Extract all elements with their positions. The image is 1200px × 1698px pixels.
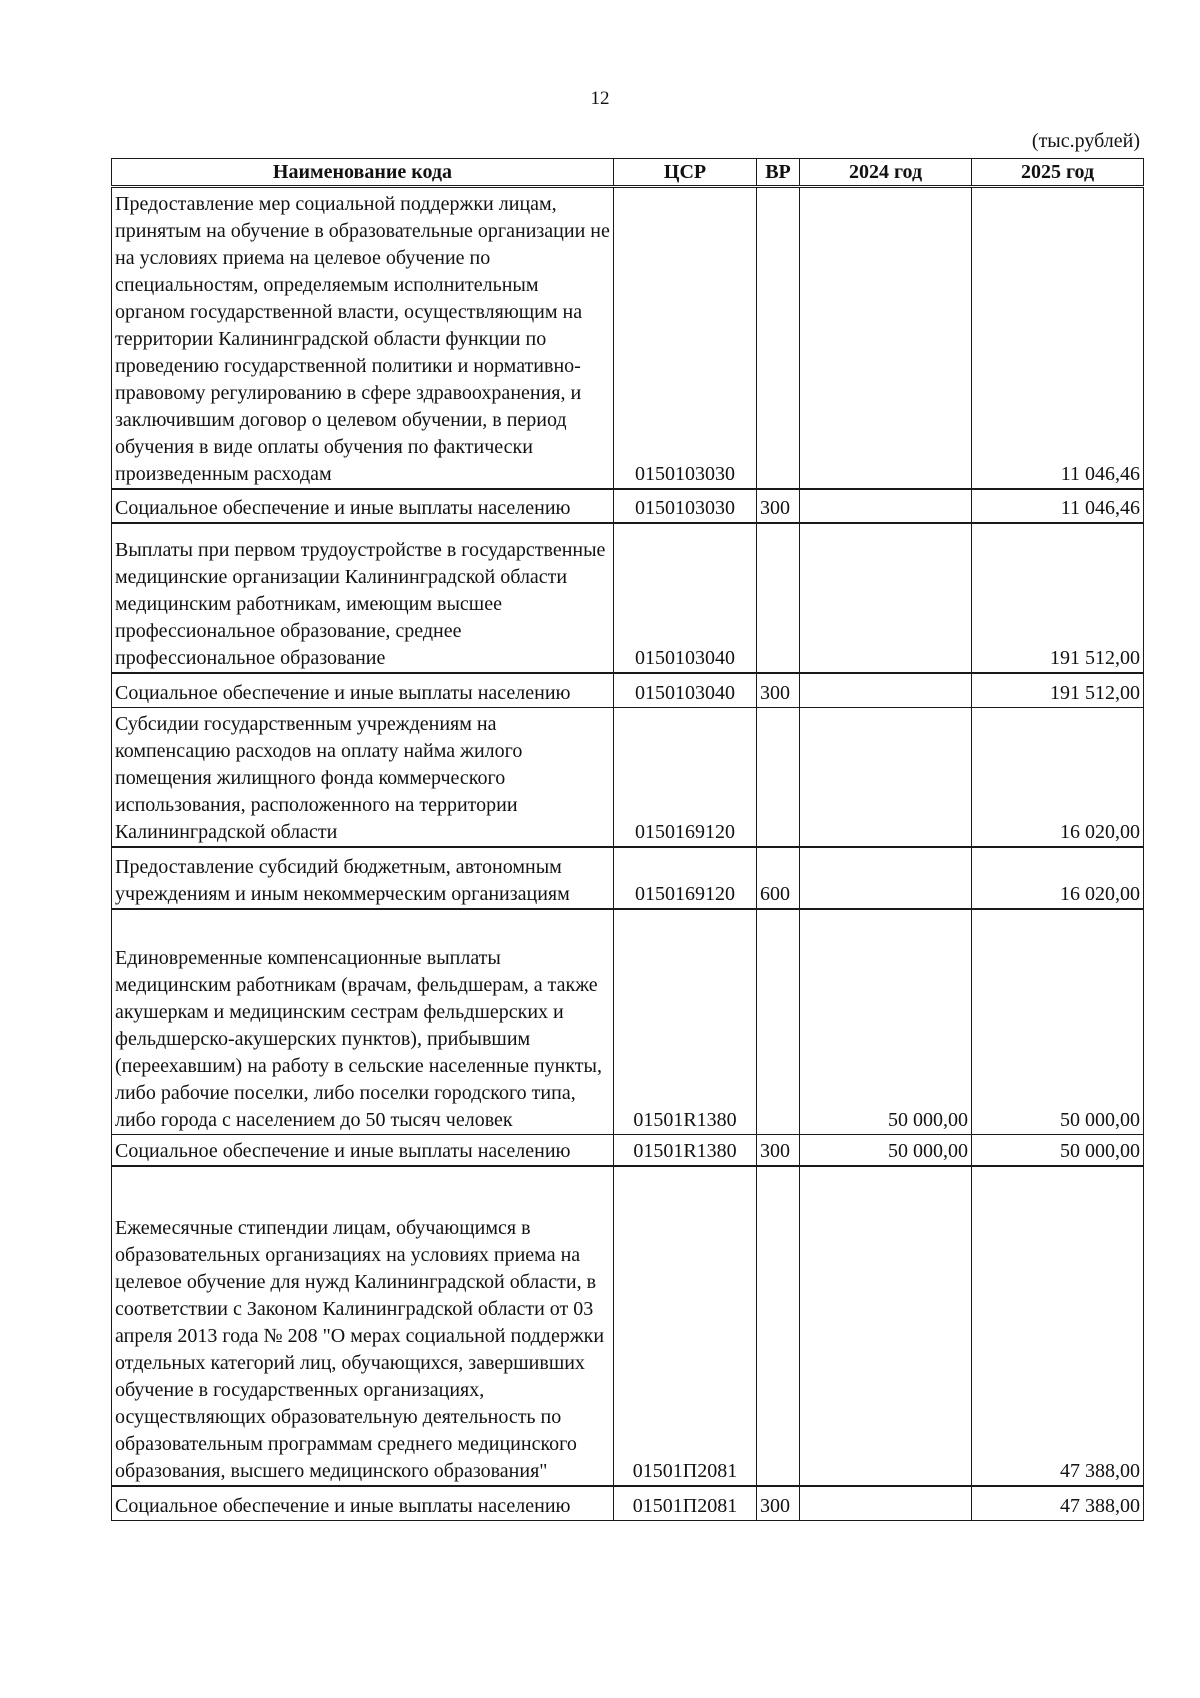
table-row [112,847,1144,909]
column-header-2024: 2024 год [800,159,972,187]
row-2025: 50 000,00 [972,1135,1144,1167]
row-2025: 11 046,46 [972,187,1144,490]
row-csr: 0150103040 [614,673,757,707]
row-vr: 300 [757,489,800,523]
row-vr [757,187,800,490]
table-row [112,909,1144,1135]
column-header-2025: 2025 год [972,159,1144,187]
row-csr: 0150103030 [614,489,757,523]
table-row [112,187,1144,490]
row-name: Социальное обеспечение и иные выплаты населению [112,673,614,707]
table-row [112,1166,1144,1486]
row-csr: 0150103030 [614,187,757,490]
table-row [112,523,1144,673]
row-csr: 01501R1380 [614,909,757,1135]
row-vr [757,909,800,1135]
row-vr [757,1166,800,1486]
row-csr: 01501П2081 [614,1166,757,1486]
row-name: Социальное обеспечение и иные выплаты населению [112,1486,614,1520]
row-2024 [800,1166,972,1486]
row-2024: 50 000,00 [800,909,972,1135]
row-2025: 191 512,00 [972,523,1144,673]
row-name: Единовременные компенсационные выплаты медицинским работникам (врачам, фельдшерам, а также акушеркам и медицинским сестрам фельдшерских и фельдшерско-акушерских пунктов), прибывшим (переехавшим) на работу в сельские населенные пункты, либо рабочие поселки, либо поселки городского типа, либо города с населением до 50 тысяч человек [112,909,614,1135]
row-vr: 600 [757,847,800,909]
row-name: Субсидии государственным учреждениям на компенсацию расходов на оплату найма жилого помещения жилищного фонда коммерческого использования, расположенного на территории Калининградской области [112,707,614,847]
row-vr: 300 [757,1486,800,1520]
row-2025: 11 046,46 [972,489,1144,523]
row-2024 [800,707,972,847]
row-2025: 50 000,00 [972,909,1144,1135]
row-name: Ежемесячные стипендии лицам, обучающимся в образовательных организациях на условиях приема на целевое обучение для нужд Калининградской области, в соответствии с Законом Калининградской области от 03 апреля 2013 года № 208 "О мерах социальной поддержки отдельных категорий лиц, обучающихся, завершивших обучение в государственных организациях, осуществляющих образовательную деятельность по образовательным программам среднего медицинского образования, высшего медицинского образования" [112,1166,614,1486]
row-name: Социальное обеспечение и иные выплаты населению [112,1135,614,1167]
row-csr: 0150169120 [614,707,757,847]
row-2025: 16 020,00 [972,707,1144,847]
row-2024 [800,489,972,523]
row-2024 [800,187,972,490]
row-vr: 300 [757,1135,800,1167]
row-2025: 191 512,00 [972,673,1144,707]
column-header-csr: ЦСР [614,159,757,187]
row-csr: 01501П2081 [614,1486,757,1520]
row-name: Предоставление субсидий бюджетным, автономным учреждениям и иным некоммерческим организациям [112,847,614,909]
row-2025: 47 388,00 [972,1166,1144,1486]
row-name: Выплаты при первом трудоустройстве в государственные медицинские организации Калининградской области медицинским работникам, имеющим высшее профессиональное образование, среднее профессиональное образование [112,523,614,673]
table-row [112,673,1144,707]
unit-note: (тыс.рублей) [1031,130,1140,152]
row-2024: 50 000,00 [800,1135,972,1167]
row-2024 [800,523,972,673]
table-row [112,707,1144,847]
row-2025: 47 388,00 [972,1486,1144,1520]
column-header-name: Наименование кода [112,159,614,187]
row-2024 [800,1486,972,1520]
table-row [112,1135,1144,1167]
row-csr: 0150169120 [614,847,757,909]
row-csr: 0150103040 [614,523,757,673]
budget-table [111,158,1144,1521]
row-2024 [800,847,972,909]
row-csr: 01501R1380 [614,1135,757,1167]
row-vr: 300 [757,673,800,707]
table-row [112,489,1144,523]
row-2025: 16 020,00 [972,847,1144,909]
table-header-row [112,159,1144,187]
row-vr [757,523,800,673]
row-name: Предоставление мер социальной поддержки лицам, принятым на обучение в образовательные организации не на условиях приема на целевое обучение по специальностям, определяемым исполнительным органом государственной власти, осуществляющим на территории Калининградской области функции по проведению государственной политики и нормативно-правовому регулированию в сфере здравоохранения, и заключившим договор о целевом обучении, в период обучения в виде оплаты обучения по фактически произведенным расходам [112,187,614,490]
table-row [112,1486,1144,1520]
row-vr [757,707,800,847]
row-name: Социальное обеспечение и иные выплаты населению [112,489,614,523]
row-2024 [800,673,972,707]
page-number: 12 [590,88,610,109]
column-header-vr: ВР [757,159,800,187]
